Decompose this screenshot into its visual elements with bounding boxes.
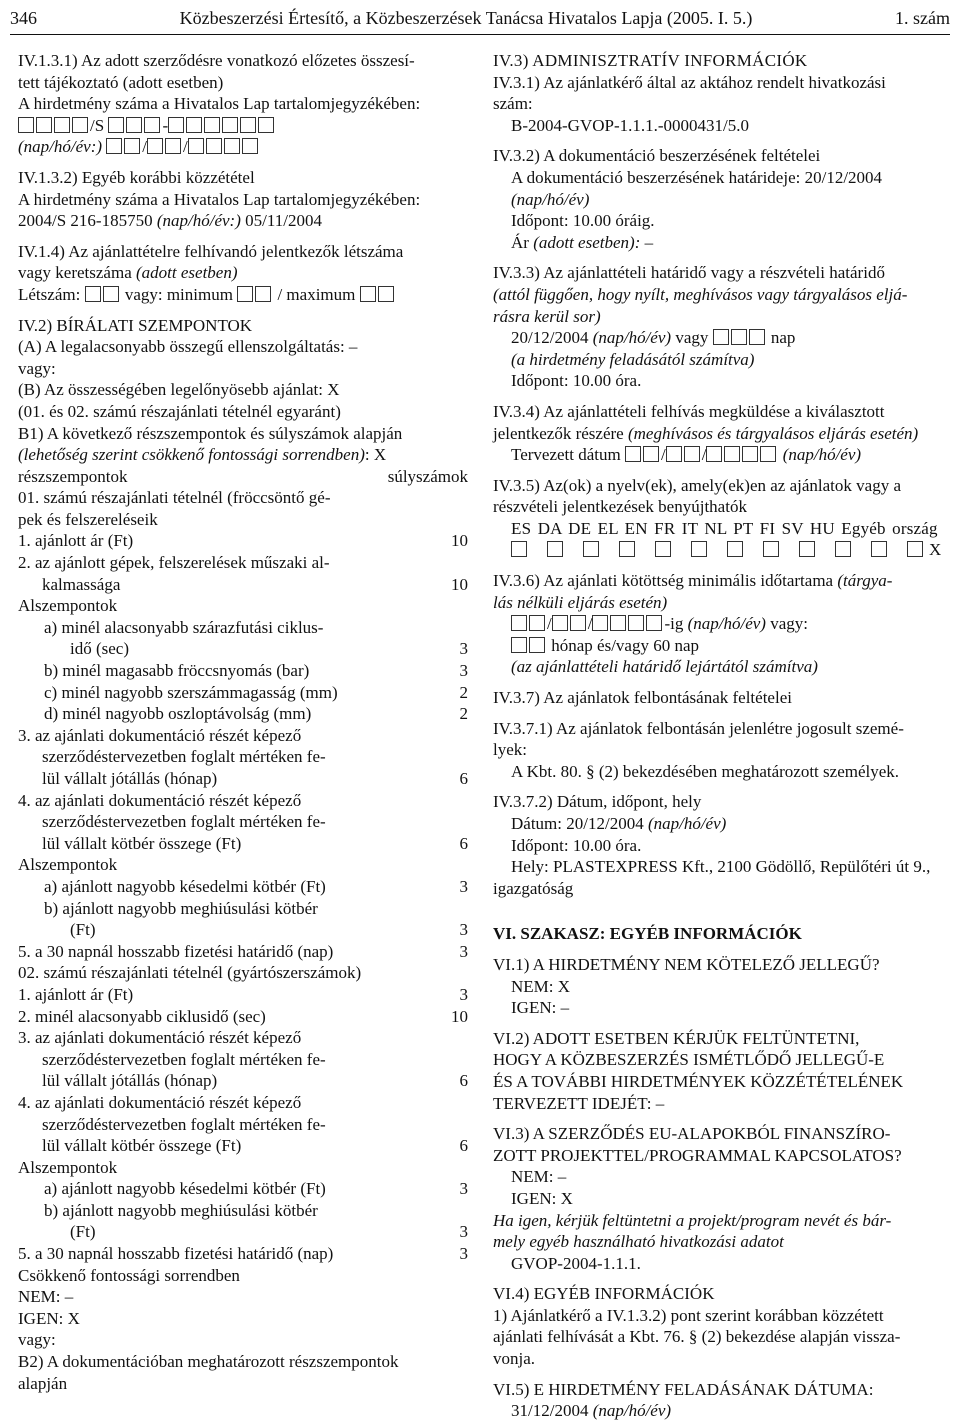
opening-place-2: igazgatóság bbox=[493, 878, 574, 898]
issue-number: 1. szám bbox=[895, 8, 950, 29]
lot-02-item-3: 3. az ajánlati dokumentáció részét képező szerződéstervezetben foglalt mértéken fe- lül vállalt jótállás (hónap) 6 bbox=[18, 1028, 468, 1091]
section-iv14: IV.1.4) Az ajánlattételre felhívandó jelentkezők létszáma bbox=[18, 241, 404, 261]
doc-price: Ár (adott esetben): – bbox=[511, 232, 654, 252]
both-lots: (01. és 02. számú részajánlati tételnél egyaránt) bbox=[18, 401, 341, 421]
lot-01-item-4: 4. az ajánlati dokumentáció részét képező szerződéstervezetben foglalt mértéken fe- lül vállalt kötbér összege (Ft) 6 bbox=[18, 790, 468, 853]
section-iv33-c: rásra kerül sor) bbox=[493, 306, 601, 326]
section-iv33: IV.3.3) Az ajánlattételi határidő vagy a részvételi határidő bbox=[493, 263, 885, 283]
b1-line: B1) A következő részszempontok és súlyszámok alapján bbox=[18, 423, 403, 443]
section-iv33-b: (attól függően, hogy nyílt, meghívásos vagy tárgyalásos eljá- bbox=[493, 284, 908, 304]
section-iv32: IV.3.2) A dokumentáció beszerzésének feltételei bbox=[493, 146, 821, 166]
section-iv34-b: jelentkezők részére (meghívásos és tárgyalásos eljárás esetén) bbox=[493, 423, 919, 443]
doc-deadline-fmt: (nap/hó/év) bbox=[511, 189, 590, 209]
section-iv35: IV.3.5) Az(ok) a nyelv(ek), amely(ek)en az ajánlatok vagy a bbox=[493, 475, 901, 495]
kbt-reference: A Kbt. 80. § (2) bekezdésében meghatározott személyek. bbox=[511, 761, 900, 781]
page-number: 346 bbox=[10, 8, 37, 29]
section-iv2: IV.2) BÍRÁLATI SZEMPONTOK bbox=[18, 315, 253, 335]
lot-01-sub-a2: a) ajánlott nagyobb késedelmi kötbér (Ft) 3 bbox=[44, 876, 468, 896]
headcount-line: Létszám: vagy: minimum / maximum bbox=[18, 284, 468, 306]
section-iv371: IV.3.7.1) Az ajánlatok felbontásán jelenlétre jogosult szemé- lyek: bbox=[493, 718, 904, 760]
vi3-note: Ha igen, kérjük feltüntetni a projekt/program nevét és bár- mely egyéb használható hivatkozási adatot bbox=[493, 1210, 892, 1252]
lot-02-sub-a: a) ajánlott nagyobb késedelmi kötbér (Ft) 3 bbox=[44, 1179, 468, 1199]
lot-01-item-1: 1. ajánlott ár (Ft) 10 bbox=[18, 531, 468, 551]
validity-note: (az ajánlattételi határidő lejártától számítva) bbox=[511, 657, 818, 677]
section-vi5: VI.5) E HIRDETMÉNY FELADÁSÁNAK DÁTUMA: bbox=[493, 1379, 874, 1399]
lot-01-item-5: 5. a 30 napnál hosszabb fizetési határidő (nap) 3 bbox=[18, 941, 468, 961]
lot-01-sub-c: c) minél nagyobb szerszámmagasság (mm) 2 bbox=[44, 682, 468, 702]
notice-number-boxes: /S - bbox=[18, 115, 468, 137]
section-vi2: VI.2) ADOTT ESETBEN KÉRJÜK FELTÜNTETNI, HOGY A KÖZBESZERZÉS ISMÉTLŐDŐ JELLEGŰ-E ÉS A TOVÁBBI HIRDETMÉNYEK KÖZZÉTÉTELÉNEK TERVEZETT IDEJÉT: – bbox=[493, 1028, 904, 1113]
lot-01-sub-a: a) minél alacsonyabb szárazfutási ciklus- idő (sec) 3 bbox=[44, 617, 468, 659]
b2-line: B2) A dokumentációban meghatározott részszempontok bbox=[18, 1352, 399, 1372]
lot-01-title: 01. számú részajánlati tételnél (fröccsöntő gé- pek és felszereléseik bbox=[18, 488, 331, 529]
left-column bbox=[18, 50, 468, 1394]
section-iv36: IV.3.6) Az ajánlati kötöttség minimális időtartama (tárgya- lás nélküli eljárás esetén) bbox=[493, 571, 893, 612]
deadline-time: Időpont: 10.00 óra. bbox=[511, 371, 642, 391]
columns-header: részszempontok súlyszámok bbox=[18, 466, 468, 486]
vi4-text: 1) Ajánlatkérő a IV.1.3.2) pont szerint korábban közzétett ajánlati felhívását a Kbt. 76. § (2) bekezdése alapján vissza- vonja. bbox=[493, 1305, 901, 1369]
section-iv372: IV.3.7.2) Dátum, időpont, hely bbox=[493, 792, 702, 812]
reference-number: B-2004-GVOP-1.1.1.-0000431/5.0 bbox=[511, 115, 749, 135]
lot-02-title: 02. számú részajánlati tételnél (gyártószerszámok) bbox=[18, 963, 362, 983]
lot-02-item-1: 1. ajánlott ár (Ft) 3 bbox=[18, 984, 468, 1004]
validity-date: / / -ig (nap/hó/év) vagy: bbox=[493, 613, 960, 635]
section-vi1: VI.1) A HIRDETMÉNY NEM KÖTELEZŐ JELLEGŰ? bbox=[493, 954, 880, 974]
right-column bbox=[493, 50, 960, 1422]
lot-02-item-5: 5. a 30 napnál hosszabb fizetési határidő (nap) 3 bbox=[18, 1244, 468, 1264]
prior-notice: 2004/S 216-185750 (nap/hó/év:) 05/11/2004 bbox=[18, 211, 322, 231]
vi3-yes: IGEN: X bbox=[511, 1188, 573, 1208]
opening-date: Dátum: 20/12/2004 (nap/hó/év) bbox=[511, 814, 727, 833]
criterion-b: (B) Az összességében legelőnyösebb ajánlat: X bbox=[18, 380, 340, 400]
planned-date: Tervezett dátum / / (nap/hó/év) bbox=[511, 445, 862, 465]
notice-number-line-2: A hirdetmény száma a Hivatalos Lap tartalomjegyzékében: bbox=[18, 189, 421, 209]
lot-02-sub-b: b) ajánlott nagyobb meghiúsulási kötbér (Ft) 3 bbox=[44, 1200, 468, 1242]
subcriteria-label: Alszempontok bbox=[18, 596, 118, 616]
yes-answer: IGEN: X bbox=[18, 1308, 80, 1328]
doc-deadline: A dokumentáció beszerzésének határideje: 20/12/2004 bbox=[511, 167, 883, 187]
lot-02-item-4: 4. az ajánlati dokumentáció részét képező szerződéstervezetben foglalt mértéken fe- lül vállalt kötbér összege (Ft) 6 bbox=[18, 1092, 468, 1156]
notice-number-line: A hirdetmény száma a Hivatalos Lap tartalomjegyzékében: bbox=[18, 94, 421, 114]
dispatch-date: 31/12/2004 (nap/hó/év) bbox=[511, 1401, 672, 1421]
validity-months: hónap és/vagy 60 nap bbox=[493, 635, 960, 657]
project-code: GVOP-2004-1.1.1. bbox=[511, 1253, 641, 1273]
section-iv14-line2: vagy keretszáma (adott esetben) bbox=[18, 263, 238, 283]
section-iv31: IV.3.1) Az ajánlatkérő által az aktához rendelt hivatkozási szám: bbox=[493, 72, 886, 114]
section-iv34: IV.3.4) Az ajánlattételi felhívás megküldése a kiválasztott bbox=[493, 401, 885, 421]
lot-01-item-3: 3. az ajánlati dokumentáció részét képező szerződéstervezetben foglalt mértéken fe- lül vállalt jótállás (hónap) 6 bbox=[18, 725, 468, 788]
descending-order: Csökkenő fontossági sorrendben bbox=[18, 1265, 240, 1285]
lot-01-sub-d: d) minél nagyobb oszloptávolság (mm) 2 bbox=[44, 704, 468, 724]
journal-title: Közbeszerzési Értesítő, a Közbeszerzések Tanácsa Hivatalos Lapja (2005. I. 5.) bbox=[179, 8, 753, 29]
deadline-line: 20/12/2004 (nap/hó/év) vagy nap bbox=[511, 328, 796, 348]
opening-time: Időpont: 10.00 óra. bbox=[511, 835, 642, 855]
no-answer: NEM: – bbox=[18, 1287, 74, 1307]
vi1-yes: IGEN: – bbox=[511, 998, 570, 1018]
b1-italic: (lehetőség szerint csökkenő fontossági sorrendben): X bbox=[18, 445, 387, 465]
subcriteria-label-2: Alszempontok bbox=[18, 855, 118, 875]
vi1-no: NEM: X bbox=[511, 976, 571, 996]
b2-line-2: alapján bbox=[18, 1373, 68, 1393]
vi3-no: NEM: – bbox=[511, 1167, 567, 1187]
doc-time: Időpont: 10.00 óráig. bbox=[511, 211, 655, 231]
subcriteria-label-3: Alszempontok bbox=[18, 1157, 118, 1177]
section-iv37: IV.3.7) Az ajánlatok felbontásának feltételei bbox=[493, 688, 792, 708]
section-vi-title: VI. SZAKASZ: EGYÉB INFORMÁCIÓK bbox=[493, 924, 802, 944]
page-header bbox=[10, 4, 950, 35]
or-text-2: vagy: bbox=[18, 1330, 56, 1350]
section-iv35-b: részvételi jelentkezések benyújthatók bbox=[493, 497, 747, 517]
opening-place: Hely: PLASTEXPRESS Kft., 2100 Gödöllő, Repülőtéri út 9., bbox=[511, 857, 931, 877]
lot-01-sub-b: b) minél magasabb fröccsnyomás (bar) 3 bbox=[44, 661, 468, 681]
section-iv132: IV.1.3.2) Egyéb korábbi közzététel bbox=[18, 167, 255, 187]
date-boxes: (nap/hó/év:) / / bbox=[18, 136, 468, 158]
lot-01-sub-b2: b) ajánlott nagyobb meghiúsulási kötbér (Ft) 3 bbox=[44, 898, 468, 940]
deadline-note: (a hirdetmény feladásától számítva) bbox=[511, 349, 755, 369]
section-vi4: VI.4) EGYÉB INFORMÁCIÓK bbox=[493, 1284, 715, 1304]
section-vi3: VI.3) A SZERZŐDÉS EU-ALAPOKBÓL FINANSZÍRO- ZOTT PROJEKTTEL/PROGRAMMAL KAPCSOLATOS? bbox=[493, 1124, 902, 1165]
language-codes: ES DA DE EL EN FR IT NL PT FI SV HU Egyéb ország bbox=[511, 518, 938, 538]
language-boxes: X bbox=[493, 539, 960, 561]
section-iv3: IV.3) ADMINISZTRATÍV INFORMÁCIÓK bbox=[493, 51, 808, 70]
lot-02-item-2: 2. minél alacsonyabb ciklusidő (sec) 10 bbox=[18, 1006, 468, 1026]
section-iv131: IV.1.3.1) Az adott szerződésre vonatkozó előzetes összesí- tett tájékoztató (adott esetben) bbox=[18, 51, 415, 92]
lot-01-item-2: 2. az ajánlott gépek, felszerelések műszaki al- kalmassága 10 bbox=[18, 553, 468, 594]
or-text: vagy: bbox=[18, 358, 56, 378]
criterion-a: (A) A legalacsonyabb összegű ellenszolgáltatás: – bbox=[18, 337, 358, 357]
